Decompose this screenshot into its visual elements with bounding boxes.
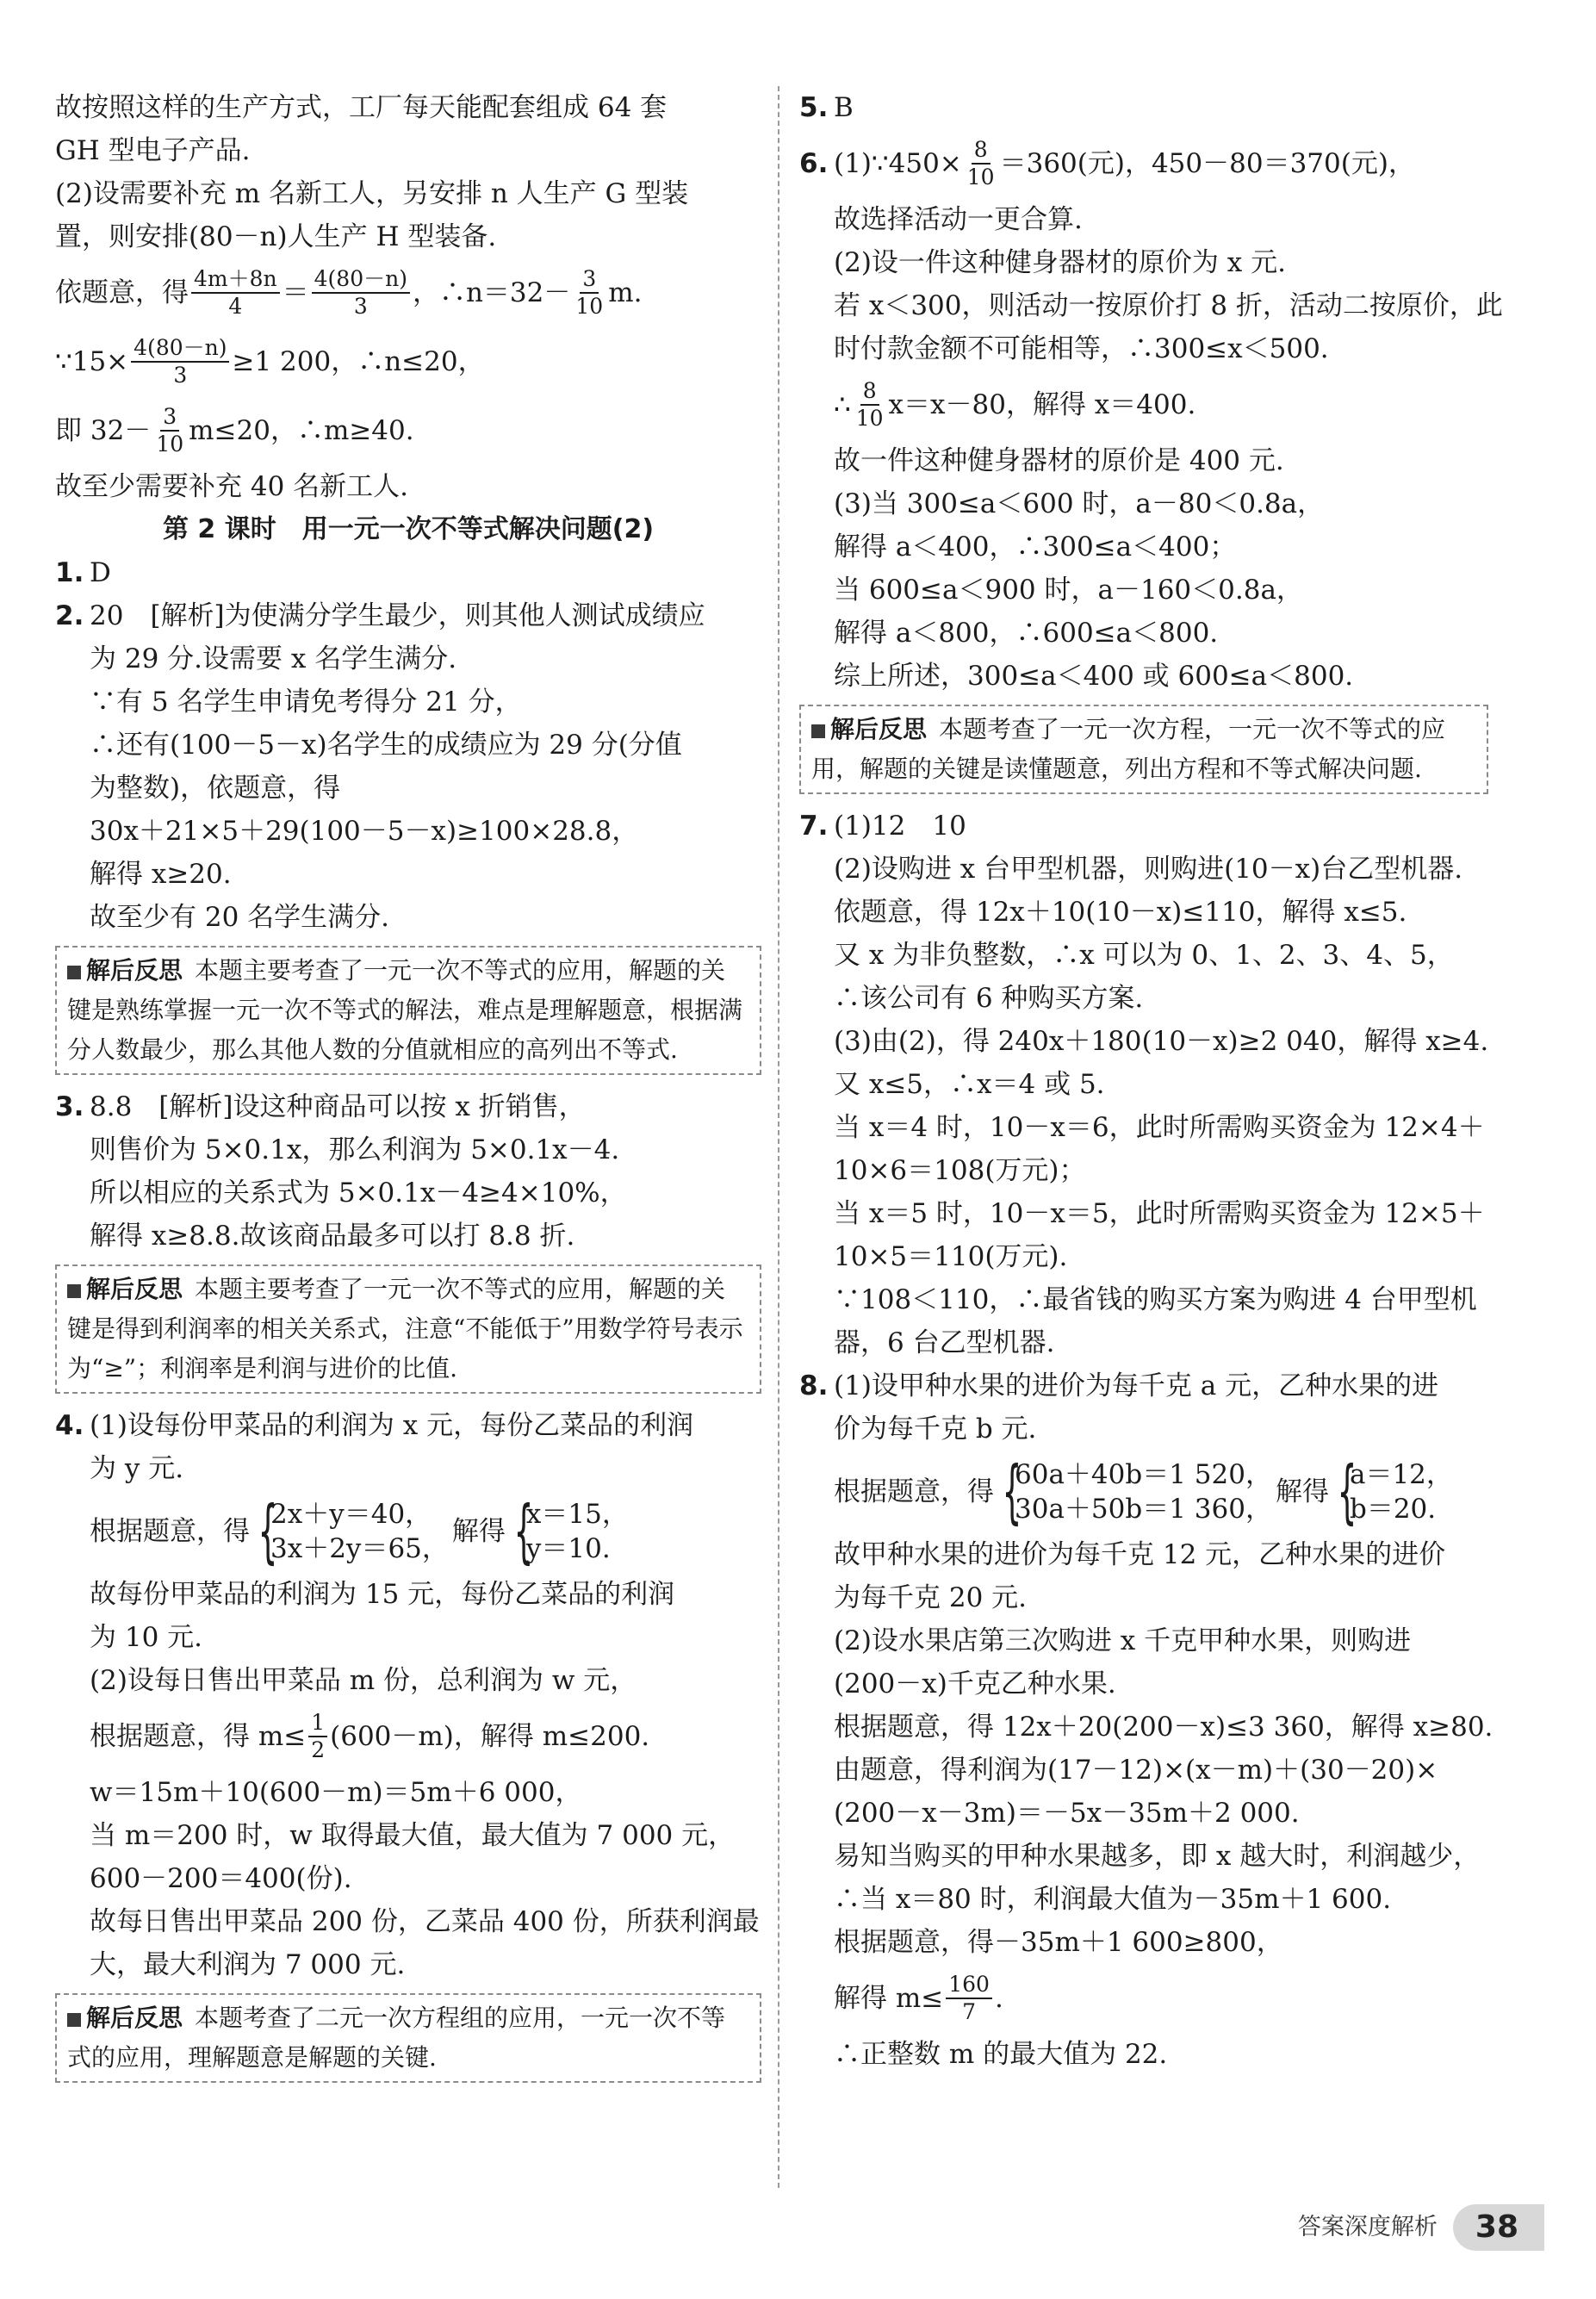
- text-line: 解得 x≥20.: [90, 859, 232, 890]
- fraction-line: 根据题意，得 m≤ $\frac{1}{2}$ (600－m)，解得 m≤200.: [90, 1710, 650, 1762]
- text-line: 解得 a＜800，∴600≤a＜800.: [834, 618, 1219, 649]
- reflection-box: [55, 1264, 761, 1394]
- page-number: 38: [1453, 2204, 1544, 2251]
- fraction-line: 即 32－ $\frac{3}{10}$ m≤20，∴m≥40.: [55, 404, 414, 457]
- lesson-title: 第 2 课时 用一元一次不等式解决问题(2): [162, 514, 655, 544]
- text-line: 价为每千克 b 元.: [834, 1414, 1037, 1445]
- text-line: 故至少有 20 名学生满分.: [90, 902, 390, 933]
- reflection-tag: 解后反思: [67, 2004, 183, 2032]
- fraction-line: ∴ $\frac{8}{10}$ x＝x－80，解得 x＝400.: [834, 378, 1196, 431]
- reflection-box: [799, 705, 1488, 794]
- text-line: 置，则安排(80－n)人生产 H 型装备.: [55, 221, 497, 252]
- text-line: ∴当 x＝80 时，利润最大值为－35m＋1 600.: [834, 1884, 1392, 1915]
- text-line: 解得 x≥8.8.故该商品最多可以打 8.8 折.: [90, 1221, 575, 1252]
- text-line: 又 x 为非负整数，∴x 可以为 0、1、2、3、4、5，: [834, 940, 1454, 971]
- fraction: $\frac{160}{7}$: [946, 1972, 992, 2025]
- fraction: $\frac{8}{10}$: [966, 137, 995, 190]
- fraction: $\frac{8}{10}$: [855, 378, 884, 431]
- text-line: ∵108＜110，∴最省钱的购买方案为购进 4 台甲型机: [834, 1284, 1477, 1315]
- text-line: 为 y 元.: [90, 1453, 184, 1484]
- text-line: 故每日售出甲菜品 200 份，乙菜品 400 份，所获利润最: [90, 1906, 760, 1937]
- text-line: (3)由(2)，得 240x＋180(10－x)≥2 040，解得 x≥4.: [834, 1026, 1489, 1057]
- text-line: w＝15m＋10(600－m)＝5m＋6 000，: [90, 1777, 582, 1808]
- answer-q6: 6. (1)∵450× $\frac{8}{10}$ ＝360(元)，450－80＝370(元)，: [799, 137, 1415, 190]
- text-line: 当 600≤a＜900 时，a－160＜0.8a，: [834, 575, 1303, 606]
- text-line: ∵有 5 名学生申请免考得分 21 分，: [90, 687, 522, 718]
- answer-q3: 3. 8.8 [解析]设这种商品可以按 x 折销售，: [55, 1091, 586, 1122]
- text-line: 10×6＝108(万元)；: [834, 1155, 1086, 1186]
- text-line: 故至少需要补充 40 名新工人.: [55, 471, 409, 502]
- answer-q8: 8. (1)设甲种水果的进价为每千克 a 元，乙种水果的进: [799, 1370, 1439, 1401]
- fraction: $\frac{4(80-n)}{3}$: [131, 335, 229, 388]
- text-line: 10×5＝110(万元).: [834, 1241, 1068, 1272]
- text-line: (2)设水果店第三次购进 x 千克甲种水果，则购进: [834, 1625, 1412, 1656]
- text-line: 故按照这样的生产方式，工厂每天能配套组成 64 套: [55, 92, 668, 123]
- text-line: 故每份甲菜品的利润为 15 元，每份乙菜品的利润: [90, 1579, 675, 1610]
- reflection-text: 本题考查了一元一次方程，一元一次不等式的应用，解题的关键是读懂题意，列出方程和不等式解决问题.: [811, 715, 1446, 783]
- reflection-text: 本题考查了二元一次方程组的应用，一元一次不等式的应用，理解题意是解题的关键.: [67, 2004, 726, 2072]
- text-line: 当 x＝4 时，10－x＝6，此时所需购买资金为 12×4＋: [834, 1112, 1485, 1143]
- equation-system: { 60a＋40b＝1 520， 30a＋50b＝1 360，: [1002, 1451, 1272, 1532]
- text-line: (2)设购进 x 台甲型机器，则购进(10－x)台乙型机器.: [834, 854, 1463, 885]
- text-line: 依题意，得 12x＋10(10－x)≤110，解得 x≤5.: [834, 897, 1407, 928]
- equation-system: { 2x＋y＝40， 3x＋2y＝65，: [258, 1491, 449, 1571]
- text-line: (200－x)千克乙种水果.: [834, 1668, 1116, 1699]
- text-line: GH 型电子产品.: [55, 135, 251, 166]
- reflection-text: 本题主要考查了一元一次不等式的应用，解题的关键是熟练掌握一元一次不等式的解法，难点是理解题意，根据满分人数最少，那么其他人数的分值就相应的高列出不等式.: [67, 956, 743, 1064]
- text-line: 若 x＜300，则活动一按原价打 8 折，活动二按原价，此: [834, 290, 1503, 321]
- text-line: (3)当 300≤a＜600 时，a－80＜0.8a，: [834, 488, 1325, 519]
- text-line: ∴该公司有 6 种购买方案.: [834, 983, 1144, 1014]
- answer-q2: 2. 20 [解析]为使满分学生最少，则其他人测试成绩应: [55, 600, 705, 631]
- reflection-tag: 解后反思: [67, 1275, 183, 1303]
- answer-q5: 5. B: [799, 92, 854, 123]
- answer-q7: 7. (1)12 10: [799, 811, 966, 842]
- text-line: 所以相应的关系式为 5×0.1x－4≥4×10%，: [90, 1177, 627, 1209]
- fraction-line: 解得 m≤ $\frac{160}{7}$ .: [834, 1972, 1003, 2024]
- system-line: 根据题意，得 { 60a＋40b＝1 520， 30a＋50b＝1 360， 解得 { a＝12， b＝20.: [834, 1451, 1453, 1532]
- answer-q4: 4. (1)设每份甲菜品的利润为 x 元，每份乙菜品的利润: [55, 1410, 694, 1441]
- text-line: ∴正整数 m 的最大值为 22.: [834, 2039, 1168, 2070]
- text-line: (2)设一件这种健身器材的原价为 x 元.: [834, 247, 1286, 278]
- page-footer: [1298, 2204, 1544, 2251]
- text-line: 为整数)，依题意，得: [90, 773, 341, 804]
- text-line: 又 x≤5，∴x＝4 或 5.: [834, 1069, 1105, 1100]
- answer-q1: 1. D: [55, 557, 111, 588]
- text-line: ∴还有(100－5－x)名学生的成绩应为 29 分(分值: [90, 730, 682, 761]
- text-line: 根据题意，得－35m＋1 600≥800，: [834, 1927, 1283, 1958]
- text-line: 解得 a＜400，∴300≤a＜400；: [834, 531, 1237, 562]
- text-line: 综上所述，300≤a＜400 或 600≤a＜800.: [834, 661, 1354, 692]
- fraction: $\frac{3}{10}$: [156, 404, 184, 457]
- text-line: 时付款金额不可能相等，∴300≤x＜500.: [834, 333, 1329, 364]
- left-column: [55, 86, 761, 2093]
- equation-system: { x＝15， y＝10.: [513, 1491, 629, 1571]
- text-line: 大，最大利润为 7 000 元.: [90, 1949, 406, 1980]
- column-divider: [778, 86, 779, 2188]
- text-line: 由题意，得利润为(17－12)×(x－m)＋(30－20)×: [834, 1755, 1438, 1786]
- right-column: [799, 86, 1503, 2076]
- reflection-tag: 解后反思: [67, 956, 183, 985]
- reflection-box: [55, 1993, 761, 2083]
- text-line: 为 29 分.设需要 x 名学生满分.: [90, 643, 457, 674]
- equation-system: { a＝12， b＝20.: [1337, 1451, 1453, 1532]
- reflection-box: [55, 946, 761, 1075]
- text-line: 当 x＝5 时，10－x＝5，此时所需购买资金为 12×5＋: [834, 1198, 1485, 1229]
- text-line: (2)设每日售出甲菜品 m 份，总利润为 w 元，: [90, 1665, 637, 1696]
- text-line: 器，6 台乙型机器.: [834, 1327, 1055, 1358]
- footer-label: 答案深度解析: [1297, 2214, 1438, 2240]
- text-line: (200－x－3m)＝－5x－35m＋2 000.: [834, 1798, 1300, 1829]
- text-line: 根据题意，得 12x＋20(200－x)≤3 360，解得 x≥80.: [834, 1712, 1494, 1743]
- fraction: $\frac{4(80-n)}{3}$: [312, 266, 410, 320]
- text-line: (2)设需要补充 m 名新工人，另安排 n 人生产 G 型装: [55, 178, 689, 209]
- text-line: 为 10 元.: [90, 1622, 203, 1653]
- fraction: $\frac{3}{10}$: [575, 266, 604, 319]
- text-line: 30x＋21×5＋29(100－5－x)≥100×28.8，: [90, 816, 639, 847]
- text-line: 当 m＝200 时，w 取得最大值，最大值为 7 000 元，: [90, 1820, 736, 1851]
- text-line: 故选择活动一更合算.: [834, 204, 1083, 235]
- fraction-line: ∵15× $\frac{4(80-n)}{3}$ ≥1 200，∴n≤20，: [55, 335, 485, 388]
- text-line: 600－200＝400(份).: [90, 1863, 352, 1894]
- text-line: 易知当购买的甲种水果越多，即 x 越大时，利润越少，: [834, 1841, 1481, 1872]
- reflection-text: 本题主要考查了一元一次不等式的应用，解题的关键是得到利润率的相关关系式，注意“不能低于”用数学符号表示为“≥”；利润率是利润与进价的比值.: [67, 1275, 743, 1383]
- text-line: 则售价为 5×0.1x，那么利润为 5×0.1x－4.: [90, 1134, 620, 1165]
- system-line: 根据题意，得 { 2x＋y＝40， 3x＋2y＝65， 解得 { x＝15， y＝10.: [90, 1491, 629, 1571]
- fraction-line: 依题意，得 $\frac{4m+8n}{4}$ ＝ $\frac{4(80-n)}{3}$ ，∴n＝32－ $\frac{3}{10}$ m.: [55, 266, 643, 319]
- text-line: 故甲种水果的进价为每千克 12 元，乙种水果的进价: [834, 1539, 1446, 1570]
- reflection-tag: 解后反思: [811, 715, 927, 743]
- fraction: $\frac{4m+8n}{4}$: [191, 266, 280, 320]
- text-line: 为每千克 20 元.: [834, 1582, 1028, 1613]
- fraction: $\frac{1}{2}$: [308, 1710, 327, 1763]
- text-line: 故一件这种健身器材的原价是 400 元.: [834, 445, 1284, 476]
